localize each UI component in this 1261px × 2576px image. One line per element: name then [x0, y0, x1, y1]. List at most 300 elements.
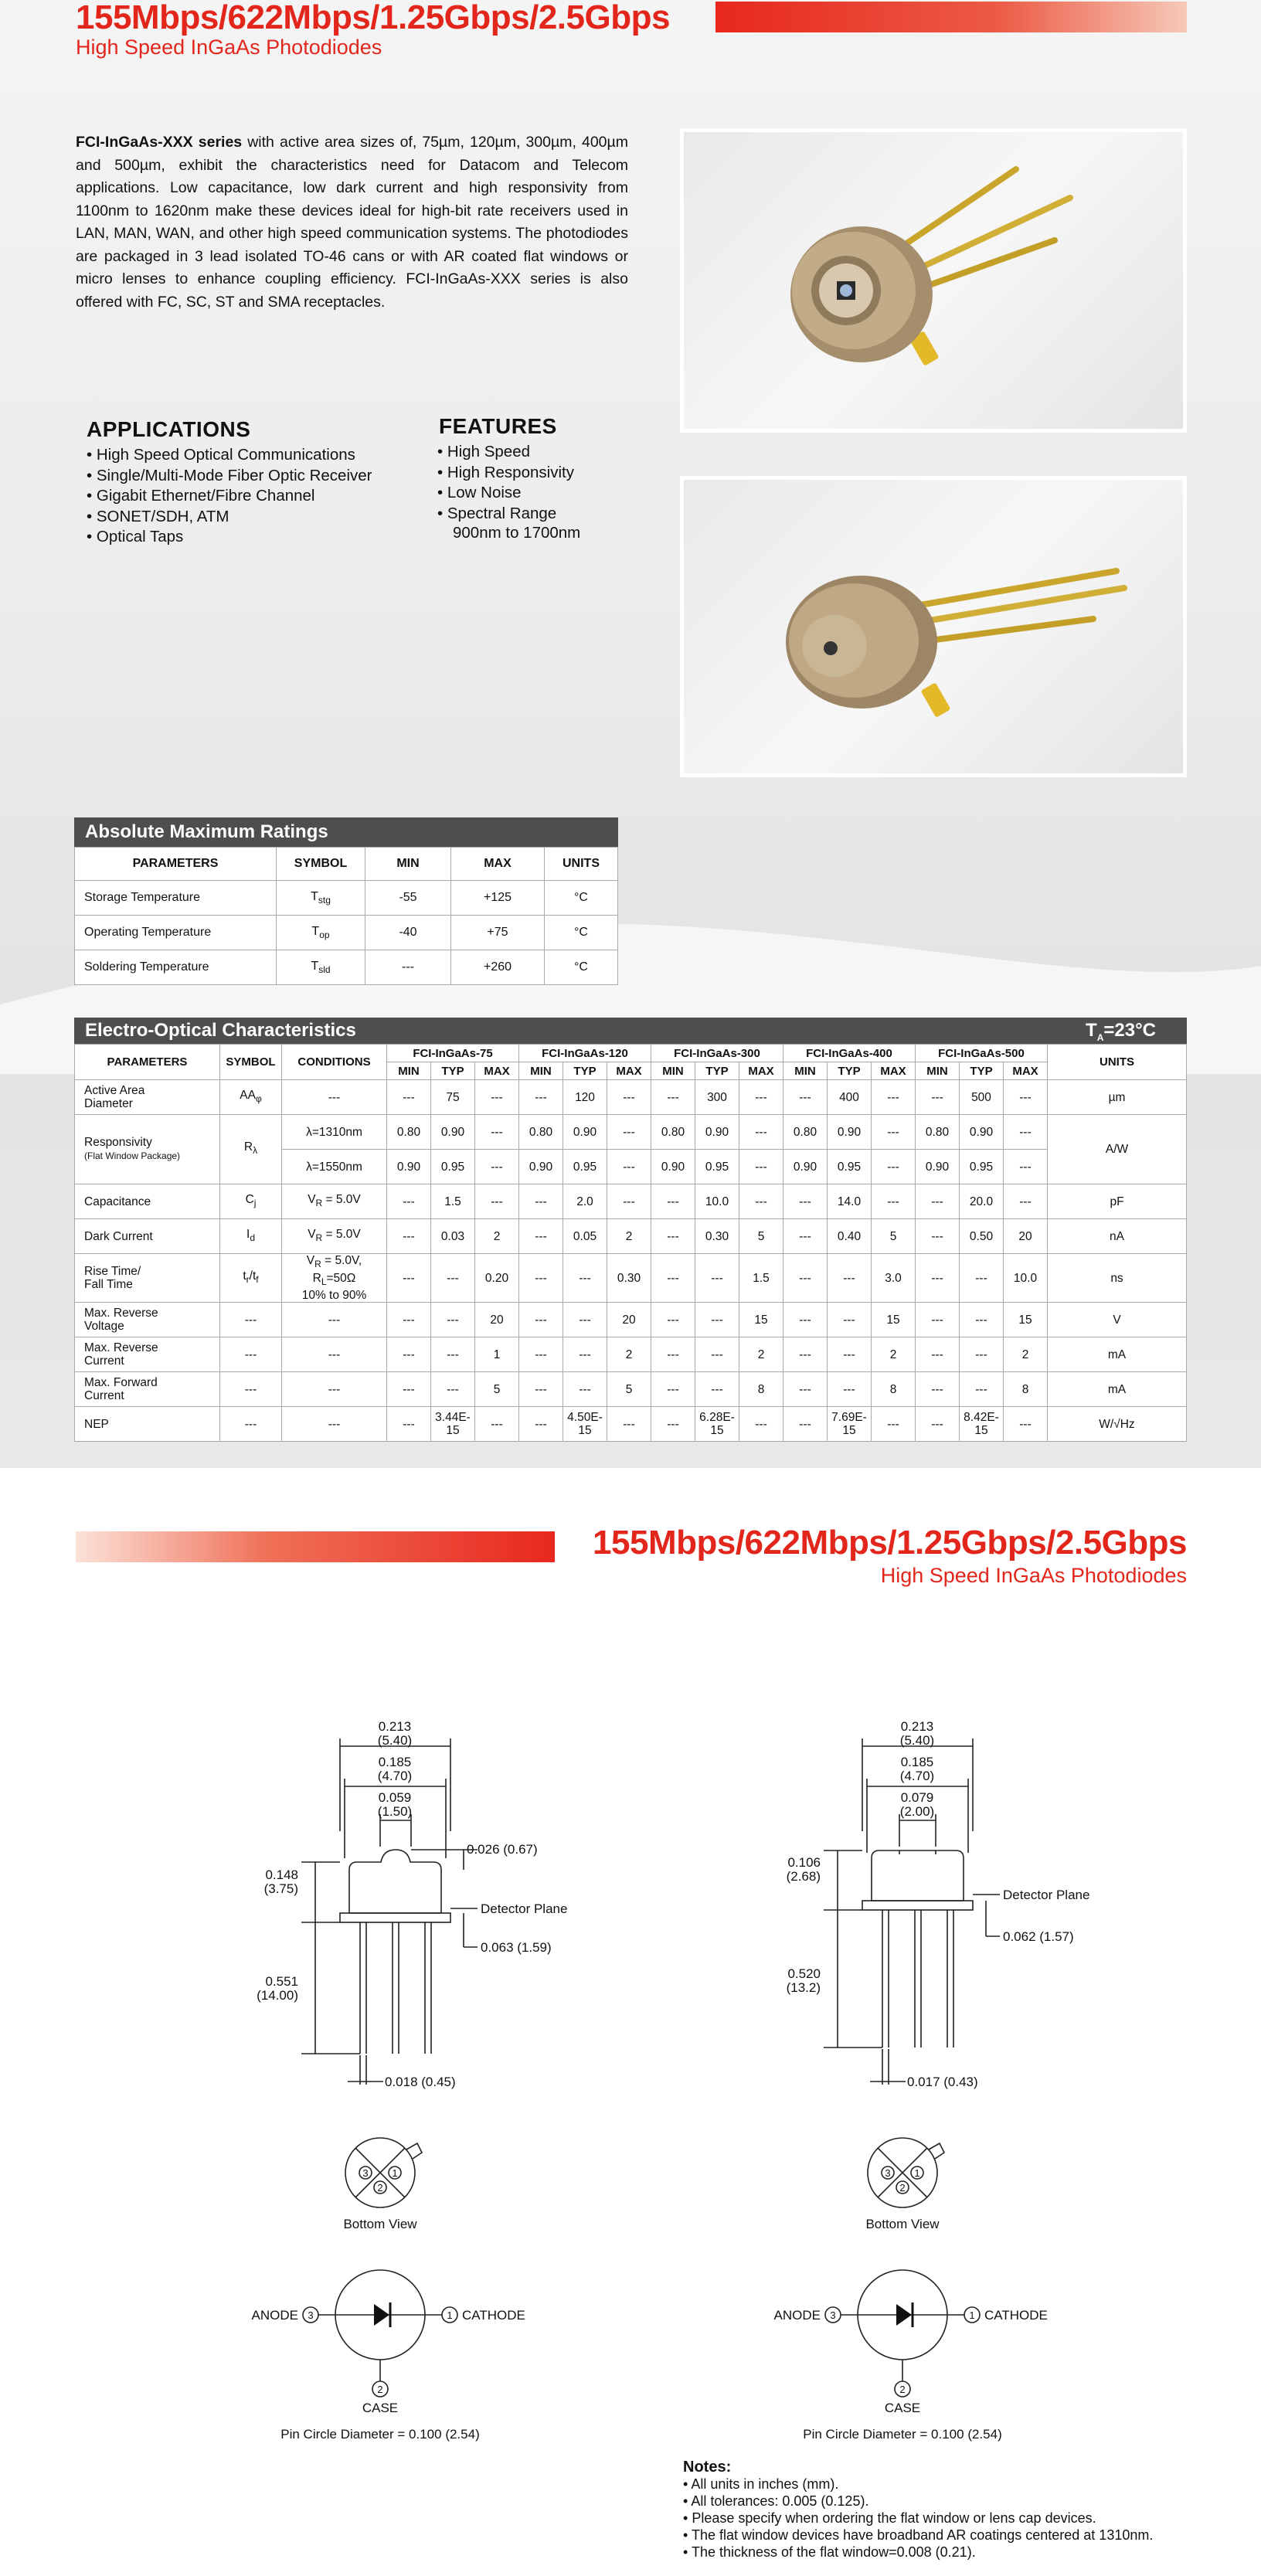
- cell-condition: ---: [282, 1372, 387, 1407]
- list-item: • Optical Taps: [87, 527, 411, 548]
- cond-part: V: [306, 1254, 315, 1268]
- sub-header: MAX: [475, 1062, 519, 1080]
- value-cell: 20.0: [960, 1184, 1004, 1219]
- value-cell: ---: [475, 1184, 519, 1219]
- value-cell: 0.80: [519, 1115, 563, 1150]
- table-row: [75, 1184, 1187, 1219]
- cell-unit: µm: [1048, 1080, 1187, 1115]
- value-cell: 0.80: [916, 1115, 960, 1150]
- pin-circle-label: Pin Circle Diameter = 0.100 (2.54): [803, 2427, 1002, 2442]
- pin-number: 1: [392, 2167, 398, 2179]
- pin-number: 1: [914, 2167, 920, 2179]
- eo-heading: [74, 1018, 1187, 1044]
- value-cell: ---: [607, 1115, 651, 1150]
- value-cell: 20: [607, 1303, 651, 1337]
- value-cell: 0.90: [783, 1150, 828, 1184]
- col-header: PARAMETERS: [75, 1045, 220, 1080]
- value-cell: ---: [387, 1372, 431, 1407]
- table-row: [75, 1303, 1187, 1337]
- sub-header: TYP: [431, 1062, 475, 1080]
- value-cell: 0.03: [431, 1219, 475, 1254]
- pin-number: 3: [830, 2309, 836, 2321]
- list-item: • The flat window devices have broadband AR coatings centered at 1310nm.: [683, 2527, 1224, 2544]
- pin-number: 2: [377, 2384, 383, 2395]
- ta-sub: A: [1096, 1031, 1104, 1043]
- col-header: PARAMETERS: [75, 848, 277, 881]
- value-cell: 500: [960, 1080, 1004, 1115]
- value-cell: ---: [475, 1080, 519, 1115]
- cell-condition: ---: [282, 1337, 387, 1372]
- value-cell: 4.50E-15: [563, 1407, 607, 1442]
- param-line: (Flat Window Package): [84, 1150, 181, 1161]
- cell-symbol: [220, 1184, 282, 1219]
- value-cell: ---: [387, 1219, 431, 1254]
- spectral-range-value: 900nm to 1700nm: [453, 524, 581, 542]
- value-cell: ---: [828, 1303, 872, 1337]
- pin-number: 3: [885, 2167, 891, 2179]
- col-header: UNITS: [1048, 1045, 1187, 1080]
- value-cell: ---: [872, 1184, 916, 1219]
- value-cell: ---: [872, 1115, 916, 1150]
- value-cell: ---: [916, 1303, 960, 1337]
- value-cell: ---: [783, 1254, 828, 1303]
- cell-min: -40: [365, 916, 451, 950]
- table-row: [75, 1080, 1187, 1115]
- intro-text: with active area sizes of, 75µm, 120µm, 300µm, 400µm and 500µm, exhibit the characteristics need for Datacom and Telecom applications. Low capacitance, low dark current and high responsivity from 1100nm to 1620nm make these devices ideal for high-bit rate receivers used in LAN, MAN, WAN, and other high speed communication systems. The photodiodes are packaged in 3 lead isolated TO-46 cans or with AR coated flat windows or micro lenses to enhance coupling efficiency. FCI-InGaAs-XXX series is also offered with FC, SC, ST and SMA receptacles.: [76, 134, 628, 311]
- cell-symbol: ---: [220, 1407, 282, 1442]
- cell-symbol: ---: [220, 1303, 282, 1337]
- model-header: FCI-InGaAs-500: [916, 1045, 1048, 1062]
- value-cell: ---: [607, 1080, 651, 1115]
- sub-header: MAX: [607, 1062, 651, 1080]
- dim-flange: 0.062 (1.57): [1003, 1929, 1074, 1944]
- value-cell: ---: [916, 1254, 960, 1303]
- value-cell: ---: [783, 1303, 828, 1337]
- value-cell: ---: [783, 1080, 828, 1115]
- cell-condition: ---: [282, 1407, 387, 1442]
- cell-param: Storage Temperature: [75, 881, 277, 916]
- dim-height-in: 0.148: [265, 1867, 298, 1882]
- col-header: MIN: [365, 848, 451, 881]
- value-cell: ---: [563, 1372, 607, 1407]
- cell-max: +75: [451, 916, 545, 950]
- sub-header: TYP: [828, 1062, 872, 1080]
- ta-val: =23°C: [1103, 1020, 1156, 1041]
- value-cell: ---: [607, 1150, 651, 1184]
- value-cell: 0.80: [387, 1115, 431, 1150]
- dim-height-in: 0.106: [787, 1855, 821, 1870]
- pin-number: 2: [377, 2182, 383, 2194]
- notes-list: [683, 2476, 1224, 2561]
- dim-pin: 0.018 (0.45): [385, 2075, 456, 2089]
- cond-sub: L: [321, 1276, 327, 1287]
- cell-unit: mA: [1048, 1372, 1187, 1407]
- value-cell: ---: [739, 1184, 783, 1219]
- symbol-sub: r: [246, 1274, 250, 1286]
- sub-header: MIN: [651, 1062, 695, 1080]
- value-cell: ---: [783, 1337, 828, 1372]
- page2-accent-bar: [76, 1531, 555, 1562]
- value-cell: 5: [607, 1372, 651, 1407]
- cell-condition: λ=1550nm: [282, 1150, 387, 1184]
- dim-lead-mm: (13.2): [786, 1980, 821, 1995]
- dim-height-mm: (2.68): [786, 1869, 821, 1884]
- value-cell: ---: [1004, 1407, 1048, 1442]
- pin-number: 3: [308, 2309, 314, 2321]
- value-cell: ---: [651, 1407, 695, 1442]
- value-cell: ---: [651, 1337, 695, 1372]
- value-cell: 0.20: [475, 1254, 519, 1303]
- cell-unit: ns: [1048, 1254, 1187, 1303]
- cell-unit: nA: [1048, 1219, 1187, 1254]
- value-cell: ---: [695, 1303, 739, 1337]
- sub-header: TYP: [563, 1062, 607, 1080]
- cathode-label: CATHODE: [984, 2308, 1048, 2323]
- list-item: • Single/Multi-Mode Fiber Optic Receiver: [87, 466, 411, 487]
- cell-condition: ---: [282, 1080, 387, 1115]
- value-cell: ---: [431, 1372, 475, 1407]
- value-cell: 0.90: [916, 1150, 960, 1184]
- table-row: [75, 1115, 1187, 1150]
- value-cell: 0.30: [695, 1219, 739, 1254]
- value-cell: 5: [739, 1219, 783, 1254]
- value-cell: 75: [431, 1080, 475, 1115]
- cell-param: NEP: [75, 1407, 220, 1442]
- pin-number: 1: [969, 2309, 975, 2321]
- symbol-sub: j: [253, 1198, 257, 1209]
- list-item: • Please specify when ordering the flat window or lens cap devices.: [683, 2510, 1224, 2527]
- page2-subtitle: High Speed InGaAs Photodiodes: [880, 1564, 1187, 1587]
- value-cell: 2: [739, 1337, 783, 1372]
- cell-condition: [282, 1184, 387, 1219]
- model-header: FCI-InGaAs-300: [651, 1045, 783, 1062]
- value-cell: 0.05: [563, 1219, 607, 1254]
- title-accent-bar: [715, 2, 1187, 32]
- value-cell: ---: [651, 1372, 695, 1407]
- param-line: Voltage: [84, 1320, 124, 1333]
- value-cell: ---: [431, 1303, 475, 1337]
- cond-part: = 5.0V,: [321, 1254, 362, 1268]
- dim-width-in: 0.213: [378, 1719, 412, 1734]
- param-line: Responsivity: [84, 1136, 152, 1149]
- value-cell: 5: [475, 1372, 519, 1407]
- value-cell: 0.90: [387, 1150, 431, 1184]
- cond-part: = 5.0V: [322, 1192, 361, 1206]
- value-cell: ---: [431, 1337, 475, 1372]
- package-drawing-lens-cap: [759, 1715, 1161, 2449]
- sub-header: MAX: [739, 1062, 783, 1080]
- value-cell: ---: [387, 1303, 431, 1337]
- value-cell: ---: [519, 1184, 563, 1219]
- list-item: • All tolerances: 0.005 (0.125).: [683, 2493, 1224, 2510]
- value-cell: ---: [651, 1080, 695, 1115]
- symbol: T: [311, 889, 318, 903]
- value-cell: 3.0: [872, 1254, 916, 1303]
- table-row: [75, 916, 618, 950]
- cond-part: =50Ω: [326, 1271, 356, 1285]
- value-cell: 0.95: [431, 1150, 475, 1184]
- intro-paragraph: [76, 131, 628, 314]
- param-line: Diameter: [84, 1097, 133, 1110]
- value-cell: 0.50: [960, 1219, 1004, 1254]
- value-cell: ---: [916, 1184, 960, 1219]
- value-cell: ---: [783, 1407, 828, 1442]
- value-cell: ---: [828, 1337, 872, 1372]
- value-cell: ---: [828, 1254, 872, 1303]
- symbol: I: [246, 1227, 250, 1241]
- value-cell: ---: [916, 1372, 960, 1407]
- pin-number: 2: [899, 2384, 906, 2395]
- col-header: SYMBOL: [220, 1045, 282, 1080]
- value-cell: ---: [607, 1184, 651, 1219]
- sub-header: MIN: [916, 1062, 960, 1080]
- symbol: R: [243, 1140, 253, 1154]
- cell-min: ---: [365, 950, 451, 985]
- cell-param: Dark Current: [75, 1219, 220, 1254]
- symbol-sub: stg: [318, 895, 331, 906]
- value-cell: 0.90: [651, 1150, 695, 1184]
- value-cell: 0.90: [431, 1115, 475, 1150]
- value-cell: 15: [1004, 1303, 1048, 1337]
- cond-part: 10% to 90%: [301, 1288, 367, 1302]
- symbol: /t: [249, 1269, 257, 1283]
- cond-part: R: [312, 1271, 321, 1285]
- cell-symbol: [277, 881, 365, 916]
- cell-unit: A/W: [1048, 1115, 1187, 1184]
- cell-param: Operating Temperature: [75, 916, 277, 950]
- value-cell: 6.28E-15: [695, 1407, 739, 1442]
- cell-param: [75, 1254, 220, 1303]
- list-item: • Gigabit Ethernet/Fibre Channel: [87, 486, 411, 507]
- value-cell: 400: [828, 1080, 872, 1115]
- product-photo-flat-window: [680, 128, 1187, 433]
- package-drawing-flat-window: [232, 1715, 634, 2449]
- value-cell: ---: [872, 1080, 916, 1115]
- dim-body-mm: (4.70): [377, 1769, 413, 1783]
- cell-condition: λ=1310nm: [282, 1115, 387, 1150]
- notes-heading: Notes:: [683, 2459, 732, 2476]
- param-line: Max. Reverse: [84, 1341, 158, 1354]
- applications-heading: APPLICATIONS: [87, 417, 251, 441]
- value-cell: 0.95: [828, 1150, 872, 1184]
- value-cell: 0.90: [828, 1115, 872, 1150]
- dim-window-mm: (2.00): [899, 1804, 935, 1819]
- pin-number: 2: [899, 2182, 906, 2194]
- sub-header: MIN: [783, 1062, 828, 1080]
- dim-width-mm: (5.40): [899, 1733, 935, 1748]
- value-cell: ---: [783, 1184, 828, 1219]
- value-cell: ---: [739, 1150, 783, 1184]
- cell-unit: °C: [545, 950, 618, 985]
- value-cell: ---: [872, 1407, 916, 1442]
- value-cell: ---: [739, 1115, 783, 1150]
- value-cell: 10.0: [1004, 1254, 1048, 1303]
- value-cell: 8: [1004, 1372, 1048, 1407]
- model-header: FCI-InGaAs-120: [519, 1045, 651, 1062]
- sub-header: MAX: [1004, 1062, 1048, 1080]
- list-item: • SONET/SDH, ATM: [87, 507, 411, 528]
- symbol-sub: λ: [253, 1145, 258, 1157]
- value-cell: 2: [872, 1337, 916, 1372]
- value-cell: ---: [1004, 1115, 1048, 1150]
- dim-flange: 0.063 (1.59): [481, 1940, 552, 1955]
- value-cell: 0.90: [960, 1115, 1004, 1150]
- value-cell: 8: [872, 1372, 916, 1407]
- notes-block: [683, 2459, 1224, 2561]
- param-line: Current: [84, 1354, 124, 1368]
- value-cell: ---: [607, 1407, 651, 1442]
- dim-window-in: 0.079: [900, 1790, 934, 1805]
- value-cell: 15: [872, 1303, 916, 1337]
- cell-param: [75, 1337, 220, 1372]
- anode-label: ANODE: [773, 2308, 821, 2323]
- value-cell: ---: [1004, 1184, 1048, 1219]
- value-cell: ---: [651, 1184, 695, 1219]
- param-line: Rise Time/: [84, 1265, 141, 1278]
- features-list: [437, 442, 669, 524]
- value-cell: 20: [475, 1303, 519, 1337]
- dim-lead-in: 0.520: [787, 1966, 821, 1981]
- symbol-sub: φ: [255, 1093, 262, 1105]
- dim-body-mm: (4.70): [899, 1769, 935, 1783]
- value-cell: ---: [739, 1407, 783, 1442]
- dim-window-in: 0.059: [378, 1790, 412, 1805]
- table-row: [75, 1372, 1187, 1407]
- model-header: FCI-InGaAs-75: [387, 1045, 519, 1062]
- cond-part: V: [308, 1227, 316, 1241]
- dim-lead-in: 0.551: [265, 1974, 298, 1989]
- dim-body-in: 0.185: [900, 1755, 934, 1769]
- value-cell: ---: [783, 1219, 828, 1254]
- value-cell: ---: [387, 1407, 431, 1442]
- value-cell: ---: [916, 1080, 960, 1115]
- value-cell: 0.90: [563, 1115, 607, 1150]
- sub-header: MIN: [387, 1062, 431, 1080]
- sub-header: MIN: [519, 1062, 563, 1080]
- value-cell: 20: [1004, 1219, 1048, 1254]
- col-header: SYMBOL: [277, 848, 365, 881]
- table-row: [75, 881, 618, 916]
- value-cell: 10.0: [695, 1184, 739, 1219]
- value-cell: 0.80: [783, 1115, 828, 1150]
- symbol-sub: op: [319, 929, 330, 941]
- value-cell: ---: [563, 1337, 607, 1372]
- list-item: • All units in inches (mm).: [683, 2476, 1224, 2493]
- value-cell: 2.0: [563, 1184, 607, 1219]
- bottom-view-label: Bottom View: [865, 2217, 940, 2231]
- value-cell: 0.90: [519, 1150, 563, 1184]
- cell-symbol: [220, 1254, 282, 1303]
- value-cell: ---: [916, 1337, 960, 1372]
- cell-param: [75, 1115, 220, 1184]
- value-cell: 1.5: [739, 1254, 783, 1303]
- cell-condition: [282, 1254, 387, 1303]
- value-cell: ---: [695, 1372, 739, 1407]
- value-cell: ---: [387, 1080, 431, 1115]
- value-cell: 300: [695, 1080, 739, 1115]
- symbol-sub: sld: [318, 964, 331, 976]
- param-line: Max. Forward: [84, 1376, 158, 1389]
- value-cell: 0.95: [695, 1150, 739, 1184]
- cell-symbol: ---: [220, 1372, 282, 1407]
- value-cell: 8: [739, 1372, 783, 1407]
- value-cell: ---: [651, 1219, 695, 1254]
- dim-window-mm: (1.50): [377, 1804, 413, 1819]
- value-cell: ---: [1004, 1080, 1048, 1115]
- value-cell: 2: [1004, 1337, 1048, 1372]
- value-cell: ---: [783, 1372, 828, 1407]
- value-cell: ---: [960, 1303, 1004, 1337]
- value-cell: ---: [872, 1150, 916, 1184]
- value-cell: 1.5: [431, 1184, 475, 1219]
- dim-width-mm: (5.40): [377, 1733, 413, 1748]
- value-cell: ---: [651, 1254, 695, 1303]
- value-cell: ---: [387, 1337, 431, 1372]
- dim-width-in: 0.213: [900, 1719, 934, 1734]
- sub-header: MAX: [872, 1062, 916, 1080]
- ta-main: T: [1086, 1020, 1097, 1041]
- value-cell: ---: [960, 1254, 1004, 1303]
- cell-max: +125: [451, 881, 545, 916]
- dim-pin: 0.017 (0.43): [907, 2075, 978, 2089]
- cell-symbol: [220, 1219, 282, 1254]
- eo-table: [74, 1044, 1187, 1442]
- applications-list: [87, 445, 411, 548]
- cell-min: -55: [365, 881, 451, 916]
- value-cell: 3.44E-15: [431, 1407, 475, 1442]
- value-cell: 15: [739, 1303, 783, 1337]
- cell-max: +260: [451, 950, 545, 985]
- symbol: T: [311, 924, 320, 938]
- cell-symbol: [220, 1115, 282, 1184]
- value-cell: ---: [519, 1407, 563, 1442]
- cond-part: = 5.0V: [322, 1227, 361, 1241]
- value-cell: 120: [563, 1080, 607, 1115]
- list-item: • Low Noise: [437, 483, 669, 504]
- col-header: CONDITIONS: [282, 1045, 387, 1080]
- cond-sub: R: [315, 1198, 323, 1209]
- cell-unit: °C: [545, 881, 618, 916]
- value-cell: ---: [387, 1184, 431, 1219]
- cell-unit: pF: [1048, 1184, 1187, 1219]
- cell-param: Capacitance: [75, 1184, 220, 1219]
- cond-sub: R: [314, 1259, 321, 1270]
- value-cell: ---: [960, 1337, 1004, 1372]
- value-cell: 0.95: [563, 1150, 607, 1184]
- value-cell: 2: [607, 1337, 651, 1372]
- value-cell: 2: [607, 1219, 651, 1254]
- symbol: T: [311, 959, 319, 973]
- cell-param: Soldering Temperature: [75, 950, 277, 985]
- cell-unit: mA: [1048, 1337, 1187, 1372]
- intro-series-name: FCI-InGaAs-XXX series: [76, 134, 243, 151]
- value-cell: ---: [519, 1303, 563, 1337]
- value-cell: ---: [1004, 1150, 1048, 1184]
- value-cell: 1: [475, 1337, 519, 1372]
- sub-header: TYP: [960, 1062, 1004, 1080]
- value-cell: 8.42E-15: [960, 1407, 1004, 1442]
- value-cell: 7.69E-15: [828, 1407, 872, 1442]
- abs-max-heading: Absolute Maximum Ratings: [74, 817, 618, 847]
- value-cell: 0.95: [960, 1150, 1004, 1184]
- dim-height-mm: (3.75): [263, 1881, 298, 1896]
- cell-unit: W/√Hz: [1048, 1407, 1187, 1442]
- param-line: Fall Time: [84, 1278, 133, 1291]
- table-row: [75, 1254, 1187, 1303]
- value-cell: 5: [872, 1219, 916, 1254]
- value-cell: ---: [828, 1372, 872, 1407]
- value-cell: ---: [519, 1254, 563, 1303]
